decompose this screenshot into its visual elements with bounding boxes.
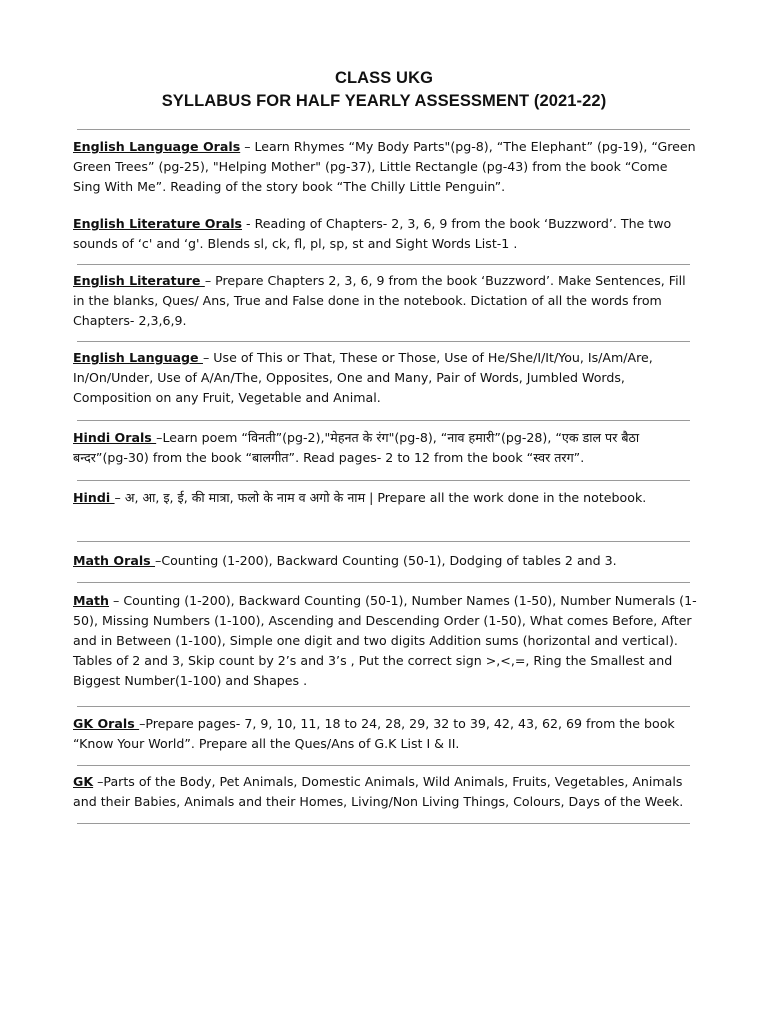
section-english-literature <box>73 271 698 331</box>
divider <box>77 480 690 481</box>
section-text: –Counting (1-200), Backward Counting (50-1), Dodging of tables 2 and 3. <box>155 553 617 568</box>
section-english-language <box>73 348 698 408</box>
section-text: - Reading of Chapters- 2, 3, 6, 9 from the book ‘Buzzword’. The two sounds of ‘c' and ‘g'. Blends sl, ck, fl, pl, sp, st and Sight Words List-1 . <box>73 216 672 251</box>
section-text: –Prepare pages- 7, 9, 10, 11, 18 to 24, 28, 29, 32 to 39, 42, 43, 62, 69 from the book “Know Your World”. Prepare all the Ques/Ans of G.K List I & II. <box>73 716 675 751</box>
section-english-language-orals <box>73 137 698 197</box>
section-heading: GK <box>73 774 94 789</box>
section-text: – अ, आ, इ, ई, की मात्रा, फलो के नाम व अगो के नाम | Prepare all the work done in the notebook. <box>114 490 647 505</box>
section-math-orals <box>73 551 698 571</box>
section-gk <box>73 772 698 812</box>
document-subtitle: SYLLABUS FOR HALF YEARLY ASSESSMENT (2021-22) <box>161 92 607 110</box>
divider <box>77 765 690 766</box>
section-heading: English Language Orals <box>73 139 241 154</box>
section-heading: English Literature Orals <box>73 216 243 231</box>
section-english-literature-orals <box>73 214 698 254</box>
section-text: –Learn poem “विनती”(pg-2),"मेहनत के रंग"(pg-8), “नाव हमारी”(pg-28), “एक डाल पर बैठा बन्दर”(pg-30) from the book “बालगीत”. Read pages- 2 to 12 from the book “स्वर तरग”. <box>73 430 640 465</box>
section-gk-orals <box>73 714 698 754</box>
section-heading: Hindi <box>73 490 115 505</box>
section-heading: English Language <box>73 350 203 365</box>
section-text: – Learn Rhymes “My Body Parts"(pg-8), “The Elephant” (pg-19), “Green Green Trees” (pg-25), "Helping Mother" (pg-37), Little Rectangle (pg-43) from the book “Come Sing With Me”. Reading of the story book “The Chilly Little Penguin”. <box>73 139 696 194</box>
divider <box>77 420 690 421</box>
section-hindi-orals <box>73 428 698 468</box>
section-heading: GK Orals <box>73 716 140 731</box>
divider <box>77 823 690 824</box>
divider <box>77 582 690 583</box>
divider <box>77 129 690 130</box>
divider <box>77 341 690 342</box>
divider <box>77 706 690 707</box>
section-math <box>73 591 698 691</box>
section-heading: Math <box>73 593 110 608</box>
divider <box>77 541 690 542</box>
section-text: –Parts of the Body, Pet Animals, Domestic Animals, Wild Animals, Fruits, Vegetables, Animals and their Babies, Animals and their Homes, Living/Non Living Things, Colours, Days of the Week. <box>73 774 684 809</box>
section-heading: Hindi Orals <box>73 430 157 445</box>
section-hindi <box>73 488 698 508</box>
section-text: – Use of This or That, These or Those, Use of He/She/I/It/You, Is/Am/Are, In/On/Under, Use of A/An/The, Opposites, One and Many, Pair of Words, Jumbled Words, Composition on any Fruit, Vegetable and Animal. <box>73 350 653 405</box>
section-text: – Counting (1-200), Backward Counting (50-1), Number Names (1-50), Number Numerals (1-50), Missing Numbers (1-100), Ascending and Descending Order (1-50), What comes Before, After and in Between (1-100), Simple one digit and two digits Addition sums (horizontal and vertical). Tables of 2 and 3, Skip count by 2’s and 3’s , Put the correct sign >,<,=, Ring the Smallest and Biggest Number(1-100) and Shapes . <box>73 593 697 688</box>
divider <box>77 264 690 265</box>
section-heading: English Literature <box>73 273 205 288</box>
document-title: CLASS UKG <box>334 69 434 87</box>
section-heading: Math Orals <box>73 553 156 568</box>
section-text: – Prepare Chapters 2, 3, 6, 9 from the book ‘Buzzword’. Make Sentences, Fill in the blanks, Ques/ Ans, True and False done in the notebook. Dictation of all the words from Chapters- 2,3,6,9. <box>73 273 686 328</box>
